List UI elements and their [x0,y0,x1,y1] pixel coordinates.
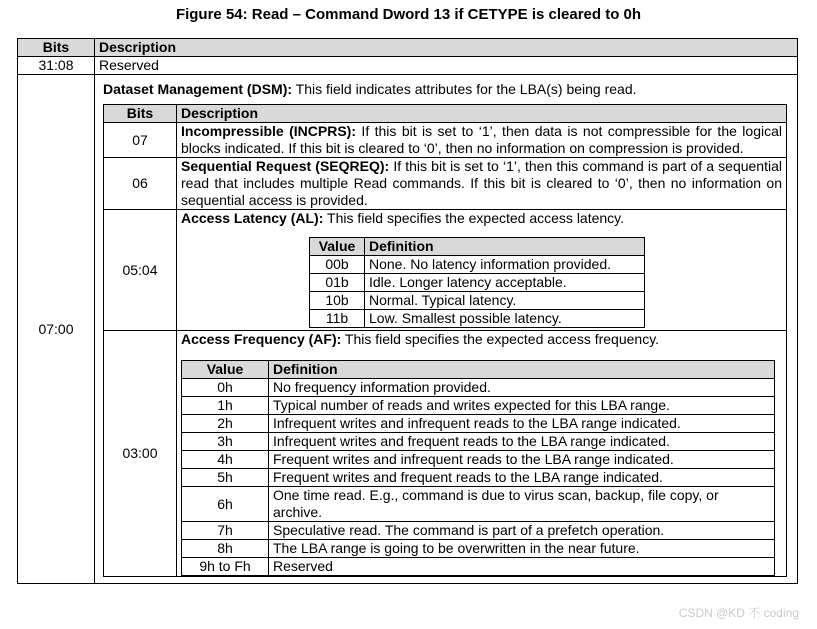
seqreq-text: If this bit is set to ‘1’, then this command is part of a sequential read that includes multiple Read commands. If this bit is cleared to ‘0’, then no information on sequential access is provided. [181,158,782,208]
incprs-text: If this bit is set to ‘1’, then data is not compressible for the logical blocks indicated. If this bit is cleared to ‘0’, then no information on compression is provided. [181,123,782,156]
af-value: 1h [182,397,269,415]
af-definition: Typical number of reads and writes expected for this LBA range. [269,397,775,415]
af-definition: Frequent writes and infrequent reads to the LBA range indicated. [269,451,775,469]
dsm-text: This field indicates attributes for the LBA(s) being read. [292,81,637,97]
af-definition: No frequency information provided. [269,379,775,397]
figure-title: Figure 54: Read – Command Dword 13 if CETYPE is cleared to 0h [175,6,642,23]
incprs-bits: 07 [104,123,177,158]
dsm-header-description: Description [177,105,787,123]
af-label: Access Frequency (AF): [181,331,342,347]
af-value: 9h to Fh [182,558,269,576]
al-value: 01b [310,274,365,292]
dsm-row-incprs [104,123,787,158]
af-value: 0h [182,379,269,397]
dsm-row-seqreq [104,158,787,210]
al-description [177,210,787,331]
af-header-definition: Definition [269,361,775,379]
table-row-dsm [18,75,798,584]
table-row [182,522,775,540]
table-row [182,415,775,433]
al-bits: 05:04 [104,210,177,331]
af-definition: Speculative read. The command is part of a prefetch operation. [269,522,775,540]
af-value: 6h [182,487,269,522]
al-definition: Low. Smallest possible latency. [365,310,645,328]
table-row [182,451,775,469]
dsm-header-row [104,105,787,123]
af-value: 5h [182,469,269,487]
al-value: 10b [310,292,365,310]
al-value-table [309,237,645,328]
seqreq-description [177,158,787,210]
incprs-label: Incompressible (INCPRS): [181,123,357,139]
af-bits: 03:00 [104,331,177,577]
outer-header-description: Description [95,39,798,57]
af-value: 4h [182,451,269,469]
table-row [182,469,775,487]
al-header-row [310,238,645,256]
af-definition: Frequent writes and frequent reads to the LBA range indicated. [269,469,775,487]
table-row [310,274,645,292]
af-value: 8h [182,540,269,558]
al-definition: Idle. Longer latency acceptable. [365,274,645,292]
af-definition: One time read. E.g., command is due to virus scan, backup, file copy, or archive. [269,487,775,522]
af-definition: The LBA range is going to be overwritten in the near future. [269,540,775,558]
al-text: This field specifies the expected access latency. [323,210,625,226]
af-description [177,331,787,577]
table-row [310,292,645,310]
af-definition: Infrequent writes and frequent reads to the LBA range indicated. [269,433,775,451]
af-definition: Infrequent writes and infrequent reads to the LBA range indicated. [269,415,775,433]
dsm-subtable [103,104,787,577]
seqreq-bits: 06 [104,158,177,210]
af-definition: Reserved [269,558,775,576]
af-value: 2h [182,415,269,433]
table-row [182,397,775,415]
al-header-value: Value [310,238,365,256]
al-value: 11b [310,310,365,328]
incprs-description [177,123,787,158]
table-row [18,57,798,75]
al-label: Access Latency (AL): [181,210,324,226]
table-row [182,379,775,397]
seqreq-label: Sequential Request (SEQREQ): [181,158,390,174]
dsm-bits: 07:00 [18,75,95,584]
dsm-heading [95,77,797,98]
dsm-row-al [104,210,787,331]
af-heading [181,331,782,348]
row-description: Reserved [95,57,798,75]
dsm-label: Dataset Management (DSM): [103,81,293,97]
command-dword-table [17,38,798,584]
outer-header-row [18,39,798,57]
outer-header-bits: Bits [18,39,95,57]
al-value: 00b [310,256,365,274]
table-row [310,310,645,328]
af-text: This field specifies the expected access frequency. [341,331,660,347]
dsm-header-bits: Bits [104,105,177,123]
table-row [182,433,775,451]
table-row [182,487,775,522]
af-header-row [182,361,775,379]
dsm-row-af [104,331,787,577]
al-heading [181,210,782,227]
al-definition: Normal. Typical latency. [365,292,645,310]
watermark: CSDN @KD 不 coding [678,606,799,620]
al-header-definition: Definition [365,238,645,256]
af-header-value: Value [182,361,269,379]
af-value-table [181,360,775,576]
al-definition: None. No latency information provided. [365,256,645,274]
af-value: 3h [182,433,269,451]
row-bits: 31:08 [18,57,95,75]
af-value: 7h [182,522,269,540]
table-row [182,558,775,576]
dsm-description [95,75,798,584]
table-row [182,540,775,558]
table-row [310,256,645,274]
